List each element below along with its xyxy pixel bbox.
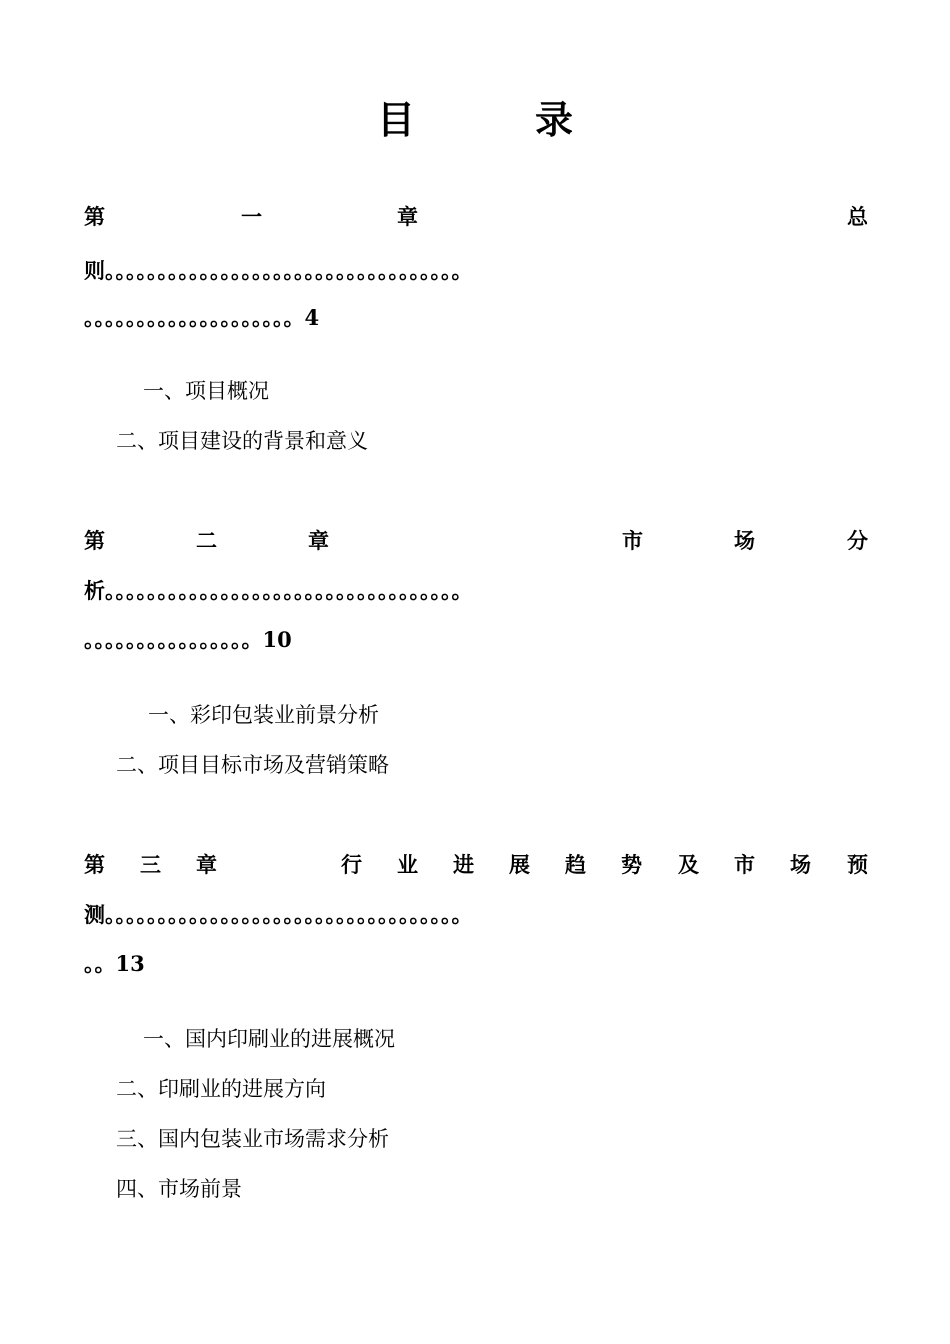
- chapter-1-dots: 。。。。。。。。。。。。。。。。。。。。。。。。。。。。。。。。。。: [105, 258, 473, 283]
- chapter-3-char: 进: [453, 852, 474, 877]
- chapter-2-leader-line-1: [84, 576, 868, 606]
- chapter-1-page-number: 4: [304, 305, 320, 330]
- toc-item[interactable]: 四、市场前景: [116, 1177, 242, 1201]
- chapter-2-page-number: 10: [262, 627, 292, 652]
- chapter-3-head-char: 测: [84, 902, 105, 927]
- chapter-2-char: 二: [196, 528, 217, 553]
- chapter-3-dots: 。。。。。。。。。。。。。。。。。。。。。。。。。。。。。。。。。。: [105, 902, 473, 927]
- chapter-2-leader-line-2: [84, 625, 868, 655]
- chapter-2-head-char: 析: [84, 578, 105, 603]
- chapter-1-head-char: 则: [84, 258, 105, 283]
- chapter-3-char: 第: [84, 852, 105, 877]
- page-title: [0, 92, 950, 148]
- chapter-3-char: 预: [847, 852, 868, 877]
- chapter-3-char: 三: [140, 852, 161, 877]
- chapter-1-char: 第: [84, 204, 105, 229]
- chapter-2-dots: 。。。。。。。。。。。。。。。。。。。。。。。。。。。。。。。。。。: [105, 578, 473, 603]
- toc-item[interactable]: 三、国内包装业市场需求分析: [116, 1127, 389, 1151]
- chapter-3-char: 市: [734, 852, 755, 877]
- chapter-1-dots: 。。。。。。。。。。。。。。。。。。。。: [84, 305, 305, 330]
- chapter-1-char: 章: [397, 204, 418, 229]
- chapter-3-char: 业: [397, 852, 418, 877]
- chapter-3-char: 趋: [565, 852, 586, 877]
- chapter-2-char: 章: [308, 528, 329, 553]
- toc-item[interactable]: 一、彩印包装业前景分析: [148, 703, 379, 727]
- chapter-2-char: 市: [622, 528, 643, 553]
- chapter-3-char: 展: [509, 852, 530, 877]
- chapter-3-char: 行: [341, 852, 362, 877]
- toc-item[interactable]: 一、国内印刷业的进展概况: [143, 1027, 395, 1051]
- chapter-3-char: 及: [678, 852, 699, 877]
- chapter-3-leader-line-2: [84, 949, 868, 979]
- chapter-3-char: 势: [621, 852, 642, 877]
- chapter-3-char: 场: [790, 852, 811, 877]
- chapter-2-heading-line: [84, 526, 868, 556]
- chapter-1-char: 总: [847, 204, 868, 229]
- chapter-2-char: 场: [734, 528, 755, 553]
- toc-item[interactable]: 一、项目概况: [143, 379, 269, 403]
- chapter-1-leader-line-2: [84, 303, 868, 333]
- chapter-2-char: 分: [847, 528, 868, 553]
- title-char-1: 目: [376, 97, 415, 142]
- toc-item[interactable]: 二、项目目标市场及营销策略: [116, 753, 389, 777]
- chapter-1-leader-line-1: [84, 256, 868, 286]
- chapter-3-heading-line: [84, 850, 868, 880]
- title-char-2: 录: [535, 97, 574, 142]
- chapter-3-dots: 。。: [84, 951, 116, 976]
- chapter-3-page-number: 13: [115, 951, 145, 976]
- chapter-2-dots: 。。。。。。。。。。。。。。。。: [84, 627, 263, 652]
- chapter-3-leader-line-1: [84, 900, 868, 930]
- chapter-1-char: 一: [241, 204, 262, 229]
- chapter-2-char: 第: [84, 528, 105, 553]
- chapter-1-heading-line: [84, 202, 868, 232]
- toc-item[interactable]: 二、项目建设的背景和意义: [116, 429, 368, 453]
- chapter-3-char: 章: [196, 852, 217, 877]
- toc-item[interactable]: 二、印刷业的进展方向: [116, 1077, 326, 1101]
